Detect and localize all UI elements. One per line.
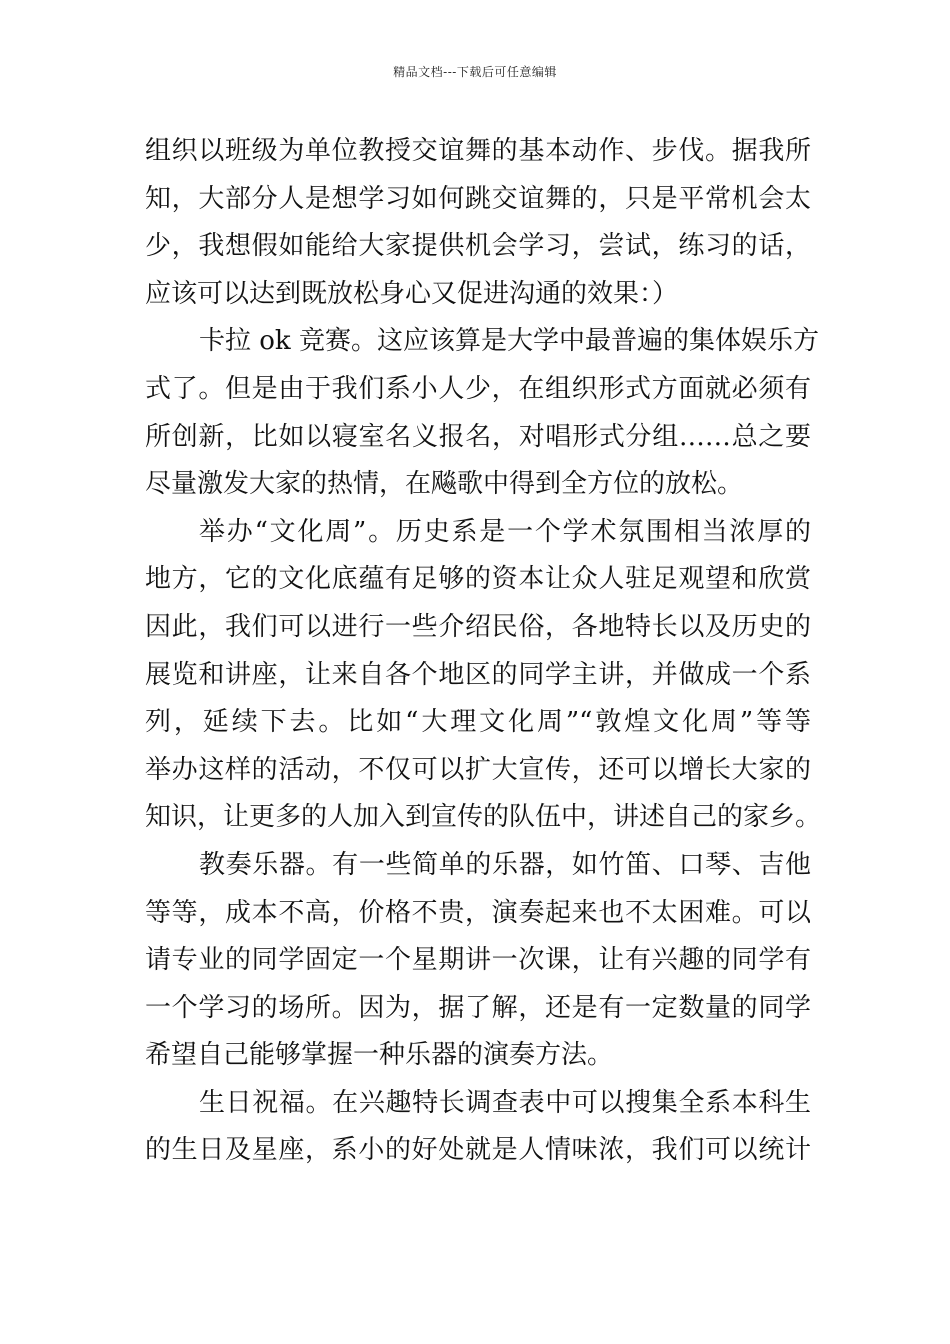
text-line: 等等，成本不高，价格不贵，演奏起来也不太困难。可以 [145,897,811,928]
paragraph [145,128,811,318]
paragraph [145,1080,811,1175]
paragraph [145,509,822,842]
text-line: 举办这样的活动，不仅可以扩大宣传，还可以增长大家的 [145,754,811,785]
text-line: 地方，它的文化底蕴有足够的资本让众人驻足观望和欣赏 [145,564,811,595]
paragraph [145,318,819,508]
text-line: 因此，我们可以进行一些介绍民俗，各地特长以及历史的 [145,611,811,642]
text-line: 知，大部分人是想学习如何跳交谊舞的，只是平常机会太 [145,183,811,214]
text-line: 知识，让更多的人加入到宣传的队伍中，讲述自己的家乡。 [145,802,822,833]
document-body [145,128,822,1175]
text-line: 尽量激发大家的热情，在飚歌中得到全方位的放松。 [145,469,744,500]
page-header: 精品文档---下载后可任意编辑 [393,65,557,79]
paragraph [145,842,811,1080]
text-line: 组织以班级为单位教授交谊舞的基本动作、步伐。据我所 [145,136,811,166]
text-line: 所创新，比如以寝室名义报名，对唱形式分组……总之要 [145,421,811,452]
text-line: 式了。但是由于我们系小人少，在组织形式方面就必须有 [145,373,811,404]
text-line: 的生日及星座，系小的好处就是人情味浓，我们可以统计 [145,1135,811,1166]
text-line: 少，我想假如能给大家提供机会学习，尝试，练习的话， [145,231,811,262]
text-line: 一个学习的场所。因为，据了解，还是有一定数量的同学 [145,992,811,1023]
text-line: 希望自己能够掌握一种乐器的演奏方法。 [145,1040,614,1071]
text-line: 列，延续下去。比如“大理文化周”“敦煌文化周”等等 [145,707,811,738]
text-line: 应该可以达到既放松身心又促进沟通的效果：） [145,278,679,309]
text-line: 举办“文化周”。历史系是一个学术氛围相当浓厚的 [199,516,811,547]
text-line: 展览和讲座，让来自各个地区的同学主讲，并做成一个系 [145,659,811,690]
text-line: 生日祝福。在兴趣特长调查表中可以搜集全系本科生 [199,1087,811,1118]
text-line: 请专业的同学固定一个星期讲一次课，让有兴趣的同学有 [145,945,811,976]
text-line: 教奏乐器。有一些简单的乐器，如竹笛、口琴、吉他 [199,849,811,880]
text-line: 卡拉 ok 竞赛。这应该算是大学中最普遍的集体娱乐方 [199,326,819,357]
